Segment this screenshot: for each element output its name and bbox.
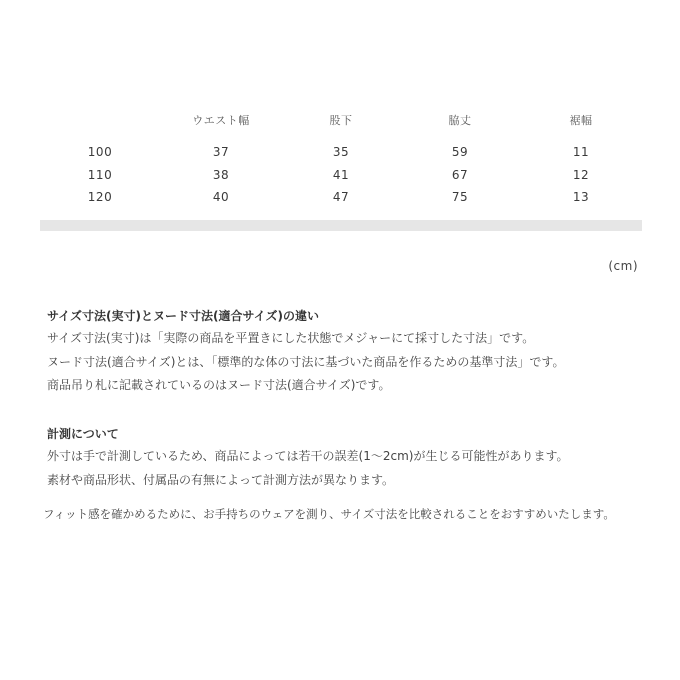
table-row	[40, 145, 642, 168]
waist-cell: 40	[212, 190, 230, 204]
hem-width-cell: 11	[572, 145, 590, 159]
unit-label: (cm)	[608, 259, 638, 273]
measurement-title: 計測について	[47, 427, 119, 441]
side-length-cell: 59	[451, 145, 469, 159]
measurement-line: 素材や商品形状、付属品の有無によって計測方法が異なります。	[47, 472, 395, 487]
hem-width-cell: 12	[572, 167, 590, 182]
size-cell: 110	[87, 167, 113, 182]
inseam-cell: 41	[332, 167, 350, 182]
size-difference-line: 商品吊り札に記載されているのはヌード寸法(適合サイズ)です。	[47, 378, 391, 392]
header-inseam: 股下	[329, 114, 353, 127]
size-difference-title: サイズ寸法(実寸)とヌード寸法(適合サイズ)の違い	[47, 309, 320, 323]
table-header-row	[40, 108, 642, 132]
side-length-cell: 75	[451, 190, 469, 204]
waist-cell: 38	[212, 167, 230, 182]
table-row	[40, 190, 642, 213]
fit-note: フィット感を確かめるために、お手持ちのウェアを測り、サイズ寸法を比較されることをおすすめいたします。	[43, 507, 615, 521]
waist-cell: 37	[212, 145, 230, 159]
size-table	[40, 108, 642, 213]
size-difference-section	[47, 305, 647, 398]
side-length-cell: 67	[451, 167, 469, 182]
header-waist: ウエスト幅	[192, 114, 250, 127]
measurement-line: 外寸は手で計測しているため、商品によっては若干の誤差(1〜2cm)が生じる可能性があります。	[47, 449, 569, 463]
header-hem-width: 裾幅	[569, 114, 593, 127]
size-cell: 100	[87, 145, 113, 159]
table-row	[40, 168, 642, 191]
size-cell: 120	[87, 190, 113, 204]
measurement-section	[47, 423, 647, 492]
size-difference-line: ヌード寸法(適合サイズ)とは、「標準的な体の寸法に基づいた商品を作るための基準寸法」です。	[47, 354, 565, 369]
size-difference-line: サイズ寸法(実寸)は「実際の商品を平置きにした状態でメジャーにて採寸した寸法」です。	[47, 331, 535, 345]
inseam-cell: 35	[332, 145, 350, 159]
table-divider-bar	[40, 220, 642, 231]
header-side-length: 脇丈	[448, 114, 472, 127]
hem-width-cell: 13	[572, 190, 590, 204]
inseam-cell: 47	[332, 190, 350, 204]
